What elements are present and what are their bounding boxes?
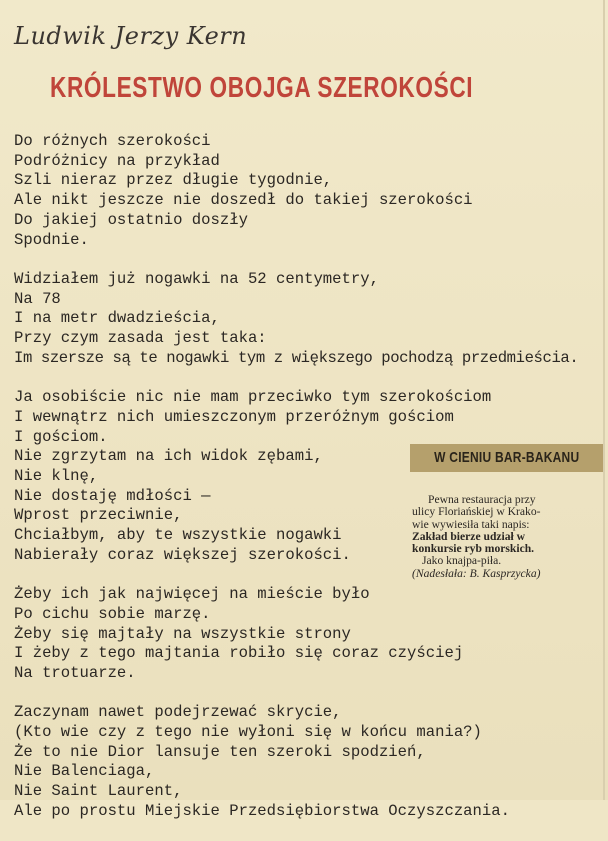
poem-line: Wprost przeciwnie,: [14, 506, 183, 525]
sidebar-line: Jako knajpa-piła.: [422, 554, 502, 568]
poem-title: KRÓLESTWO OBOJGA SZEROKOŚCI: [50, 72, 474, 104]
stanza: [14, 270, 604, 369]
poem-line: Spodnie.: [14, 230, 89, 249]
sidebar-line: Pewna restauracja przy: [428, 493, 536, 506]
poem-line: Chciałbym, aby te wszystkie nogawki: [14, 526, 342, 545]
sidebar-line: Zakład bierze udział w: [412, 529, 526, 543]
sidebar-line: ulicy Floriańskiej w Krako-: [412, 505, 541, 519]
poem-line: Przy czym zasada jest taka:: [14, 329, 267, 348]
stanza: [14, 703, 604, 821]
poem-line: I wewnątrz nich umieszczonym przeróżnym gościom: [14, 407, 454, 426]
poem-line: Zaczynam nawet podejrzewać skrycie,: [14, 703, 342, 722]
poem-line: Nie Balenciaga,: [14, 762, 155, 781]
poem-line: I gościom.: [14, 427, 108, 446]
sidebar-line: (Nadesłała: B. Kasprzycka): [412, 566, 541, 580]
poem-line: Nie dostaję mdłości —: [14, 486, 211, 505]
sidebar-text: [410, 494, 604, 580]
poem-line: Ale nikt jeszcze nie doszedł do takiej szerokości: [14, 191, 473, 210]
poem-line: Że to nie Dior lansuje ten szeroki spodzień,: [14, 742, 426, 761]
poem-line: Widziałem już nogawki na 52 centymetry,: [14, 269, 379, 288]
stanza: [14, 132, 604, 250]
poem-line: Na trotuarze.: [14, 663, 136, 682]
sidebar-column: [410, 444, 604, 580]
poem-line: Nie zgrzytam na ich widok zębami,: [14, 447, 323, 466]
poem-line: Podróżnicy na przykład: [14, 151, 220, 170]
poem-line: Żeby ich jak najwięcej na mieście było: [14, 585, 370, 604]
poem-line: Do jakiej ostatnio doszły: [14, 210, 248, 229]
poem-line: Nabierały coraz większej szerokości.: [14, 545, 351, 564]
poem-line: I na metr dwadzieścia,: [14, 309, 220, 328]
poem-line: Ale po prostu Miejskie Przedsiębiorstwa Oczyszczania.: [14, 801, 510, 820]
poem-line: Żeby się majtały na wszystkie strony: [14, 624, 351, 643]
author-signature: Ludwik Jerzy Kern: [14, 22, 248, 50]
poem-line: (Kto wie czy z tego nie wyłoni się w końcu mania?): [14, 723, 482, 742]
poem-line: Nie Saint Laurent,: [14, 782, 183, 801]
poem-line: Szli nieraz przez długie tygodnie,: [14, 171, 333, 190]
poem-line: Im szersze są te nogawki tym z większego pochodzą przedmieścia.: [14, 348, 579, 367]
poem-line: Nie klnę,: [14, 466, 99, 485]
sidebar-heading: W CIENIU BAR-BAKANU: [410, 444, 604, 472]
sidebar-line: konkursie ryb morskich.: [412, 542, 535, 556]
sidebar-line: wie wywiesiła taki napis:: [412, 517, 530, 531]
page-edge-rule: [603, 0, 605, 800]
poem-line: Po cichu sobie marzę.: [14, 604, 211, 623]
poem-line: I żeby z tego majtania robiło się coraz czyściej: [14, 644, 464, 663]
poem-line: Ja osobiście nic nie mam przeciwko tym szerokościom: [14, 388, 492, 407]
stanza: [14, 585, 604, 684]
poem-line: Do różnych szerokości: [14, 132, 211, 150]
poem-line: Na 78: [14, 289, 61, 308]
